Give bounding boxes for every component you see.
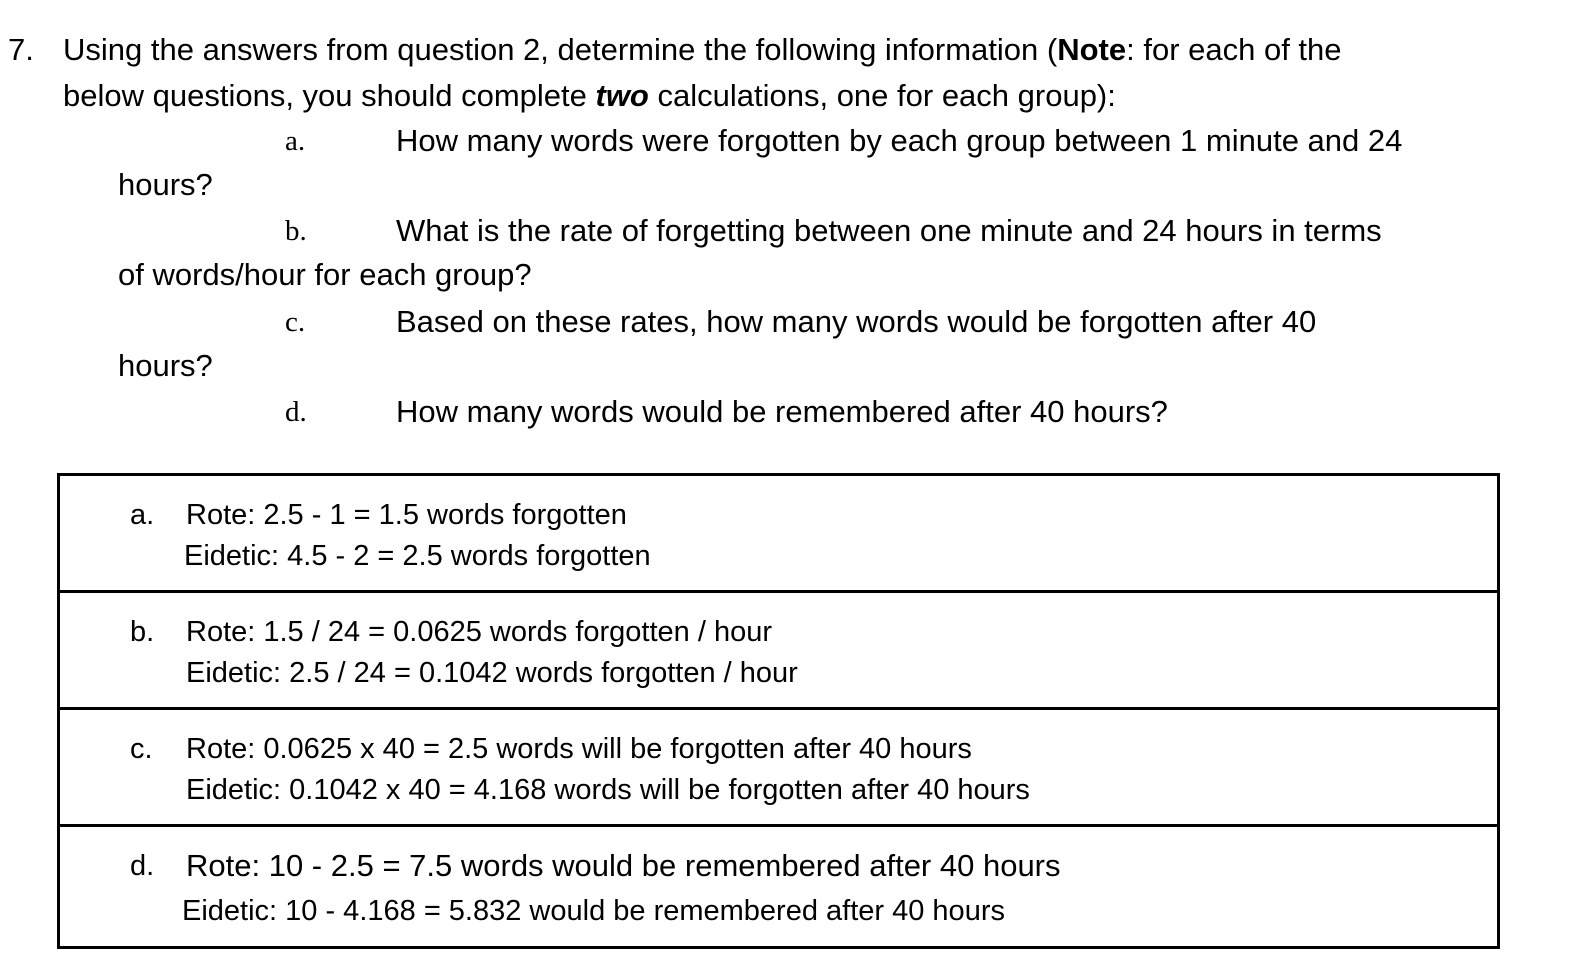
answer-row [60, 476, 1497, 593]
subquestion-continuation: hours? [118, 348, 213, 383]
answer-letter: c. [130, 733, 153, 765]
answer-eidetic: Eidetic: 0.1042 x 40 = 4.168 words will be forgotten after 40 hours [186, 774, 1030, 806]
subquestion-letter: d. [285, 396, 307, 428]
answer-letter: b. [130, 616, 155, 648]
answer-rote: Rote: 1.5 / 24 = 0.0625 words forgotten / hour [186, 616, 773, 648]
answer-rote: Rote: 10 - 2.5 = 7.5 words would be remembered after 40 hours [186, 848, 1061, 883]
subquestion-text: How many words were forgotten by each group between 1 minute and 24 [396, 123, 1403, 158]
answer-row [60, 593, 1497, 710]
question-line-1: Using the answers from question 2, determine the following information (Note: for each of the [63, 32, 1342, 67]
subquestion-continuation: hours? [118, 167, 213, 202]
subquestion-letter: a. [285, 125, 306, 157]
answer-eidetic: Eidetic: 2.5 / 24 = 0.1042 words forgotten / hour [186, 657, 798, 689]
subquestion-text: Based on these rates, how many words would be forgotten after 40 [396, 304, 1317, 339]
subquestion-text: What is the rate of forgetting between one minute and 24 hours in terms [396, 213, 1382, 248]
answer-eidetic: Eidetic: 4.5 - 2 = 2.5 words forgotten [184, 540, 651, 572]
answer-row [60, 710, 1497, 827]
answer-letter: a. [130, 499, 155, 531]
answer-letter: d. [130, 850, 155, 882]
answer-row [60, 827, 1497, 946]
question-line-2: below questions, you should complete two calculations, one for each group): [63, 78, 1116, 113]
subquestion-continuation: of words/hour for each group? [118, 257, 532, 292]
answer-eidetic: Eidetic: 10 - 4.168 = 5.832 would be remembered after 40 hours [182, 895, 1005, 927]
subquestion-letter: c. [285, 306, 306, 338]
subquestion-text: How many words would be remembered after 40 hours? [396, 394, 1168, 429]
subquestion-letter: b. [285, 215, 307, 247]
answer-rote: Rote: 0.0625 x 40 = 2.5 words will be forgotten after 40 hours [186, 733, 972, 765]
answer-rote: Rote: 2.5 - 1 = 1.5 words forgotten [186, 499, 627, 531]
answer-table [57, 473, 1500, 949]
question-number: 7. [8, 32, 34, 67]
